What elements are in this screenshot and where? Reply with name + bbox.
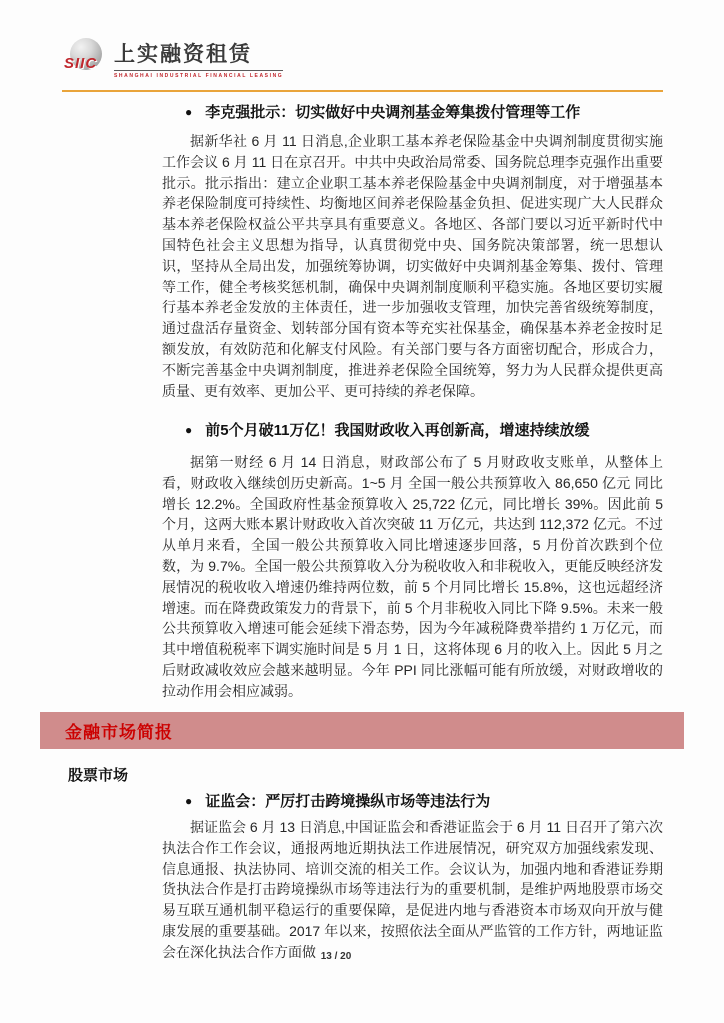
page-number: 13 / 20 [320, 951, 352, 962]
section-banner-financial-market: 金融市场简报 [40, 712, 684, 749]
article-body-3: 据证监会 6 月 13 日消息,中国证监会和香港证监会于 6 月 11 日召开了第六次执法合作工作会议，通报两地近期执法工作进展情况，研究双方加强线索发现、信息通报、执法协同、培训交流的相关工作。会议认为，加强内地和香港证券期货执法合作是打击跨境操纵市场等违法行为的重要机制，是维护两地股票市场交易互联互通机制平稳运行的重要保障，是促进内地与香港资本市场双向开放与健康发展的重要基础。2017 年以来，按照依法全面从严监管的工作方针，两地证监会在深化执法合作方面做 [162, 819, 663, 960]
article-title-text: 证监会：严厉打击跨境操纵市场等违法行为 [205, 793, 491, 810]
article-body-2: 据第一财经 6 月 14 日消息，财政部公布了 5 月财政收支账单，从整体上看，财政收入继续创历史新高。1~5 月 全国一般公共预算收入 86,650 亿元 同比增长 12.2%。全国政府性基金预算收入 25,722 亿元，同比增长 39%。因此前 5 个月，这两大账本累计财政收入首次突破 11 万亿元，共达到 112,372 亿元。不过从单月来看，全国一般公共预算收入同比增速逐步回落，5 月份首次跌到个位数，为 9.7%。全国一般公共预算收入分为税收收入和非税收入，更能反映经济发展情况的税收收入增速仍维持两位数，前 5 个月同比增长 15.8%，这也远超经济增速。而在降费政策发力的背景下，前 5 个月非税收入同比下降 9.5%。未来一般公共预算收入增速可能会延续下滑态势，因为今年减税降费举措约 1 万亿元，而其中增值税税率下调实施时间是 5 月 1 日，这将体现 6 月的收入上。因此 5 月之后财政减收效应会越来越明显。今年 PPI 同比涨幅可能有所放缓，对财政增收的拉动作用会相应减弱。 [162, 454, 663, 699]
header-divider [62, 90, 663, 92]
article-title-1 [185, 101, 675, 122]
bullet-icon: ● [185, 423, 193, 437]
article-title-text: 前5个月破11万亿！我国财政收入再创新高，增速持续放缓 [205, 422, 590, 439]
article-title-text: 李克强批示：切实做好中央调剂基金筹集拨付管理等工作 [205, 104, 581, 121]
company-logo [64, 38, 283, 79]
logo-text-block [114, 38, 283, 79]
brand-name: 上实融资租赁 [114, 38, 283, 71]
brand-subtitle: SHANGHAI INDUSTRIAL FINANCIAL LEASING [114, 73, 284, 79]
article-title-2 [185, 419, 675, 440]
article-body-1: 据新华社 6 月 11 日消息,企业职工基本养老保险基金中央调剂制度贯彻实施工作会议 6 月 11 日在京召开。中共中央政治局常委、国务院总理李克强作出重要批示。批示指出：建立企业职工基本养老保险基金中央调剂制度，对于增强基本养老保险制度可持续性、均衡地区间养老保险基金负担、促进实现广大人民群众基本养老保险权益公平共享具有重要意义。各地区、各部门要以习近平新时代中国特色社会主义思想为指导，认真贯彻党中央、国务院决策部署，统一思想认识，坚持从全局出发，加强统筹协调，切实做好中央调剂基金筹集、拨付、管理等工作，健全考核奖惩机制，确保中央调剂制度顺利平稳实施。各地区要切实履行基本养老金发放的主体责任，进一步加强收支管理，加快完善省级统筹制度，通过盘活存量资金、划转部分国有资本等充实社保基金，确保基本养老金按时足额发放，有效防范和化解支付风险。有关部门要与各方面密切配合，形成合力，不断完善基金中央调剂制度，推进养老保险全国统筹，努力为人民群众提供更高质量、更有效率、更加公平、更可持续的养老保障。 [162, 133, 663, 399]
logo-globe-icon [64, 38, 108, 76]
article-title-3 [185, 790, 675, 811]
bullet-icon: ● [185, 105, 193, 119]
bullet-icon: ● [185, 794, 193, 808]
subsection-title-stock-market: 股票市场 [68, 767, 129, 784]
logo-siic-text: SIIC [64, 55, 98, 72]
